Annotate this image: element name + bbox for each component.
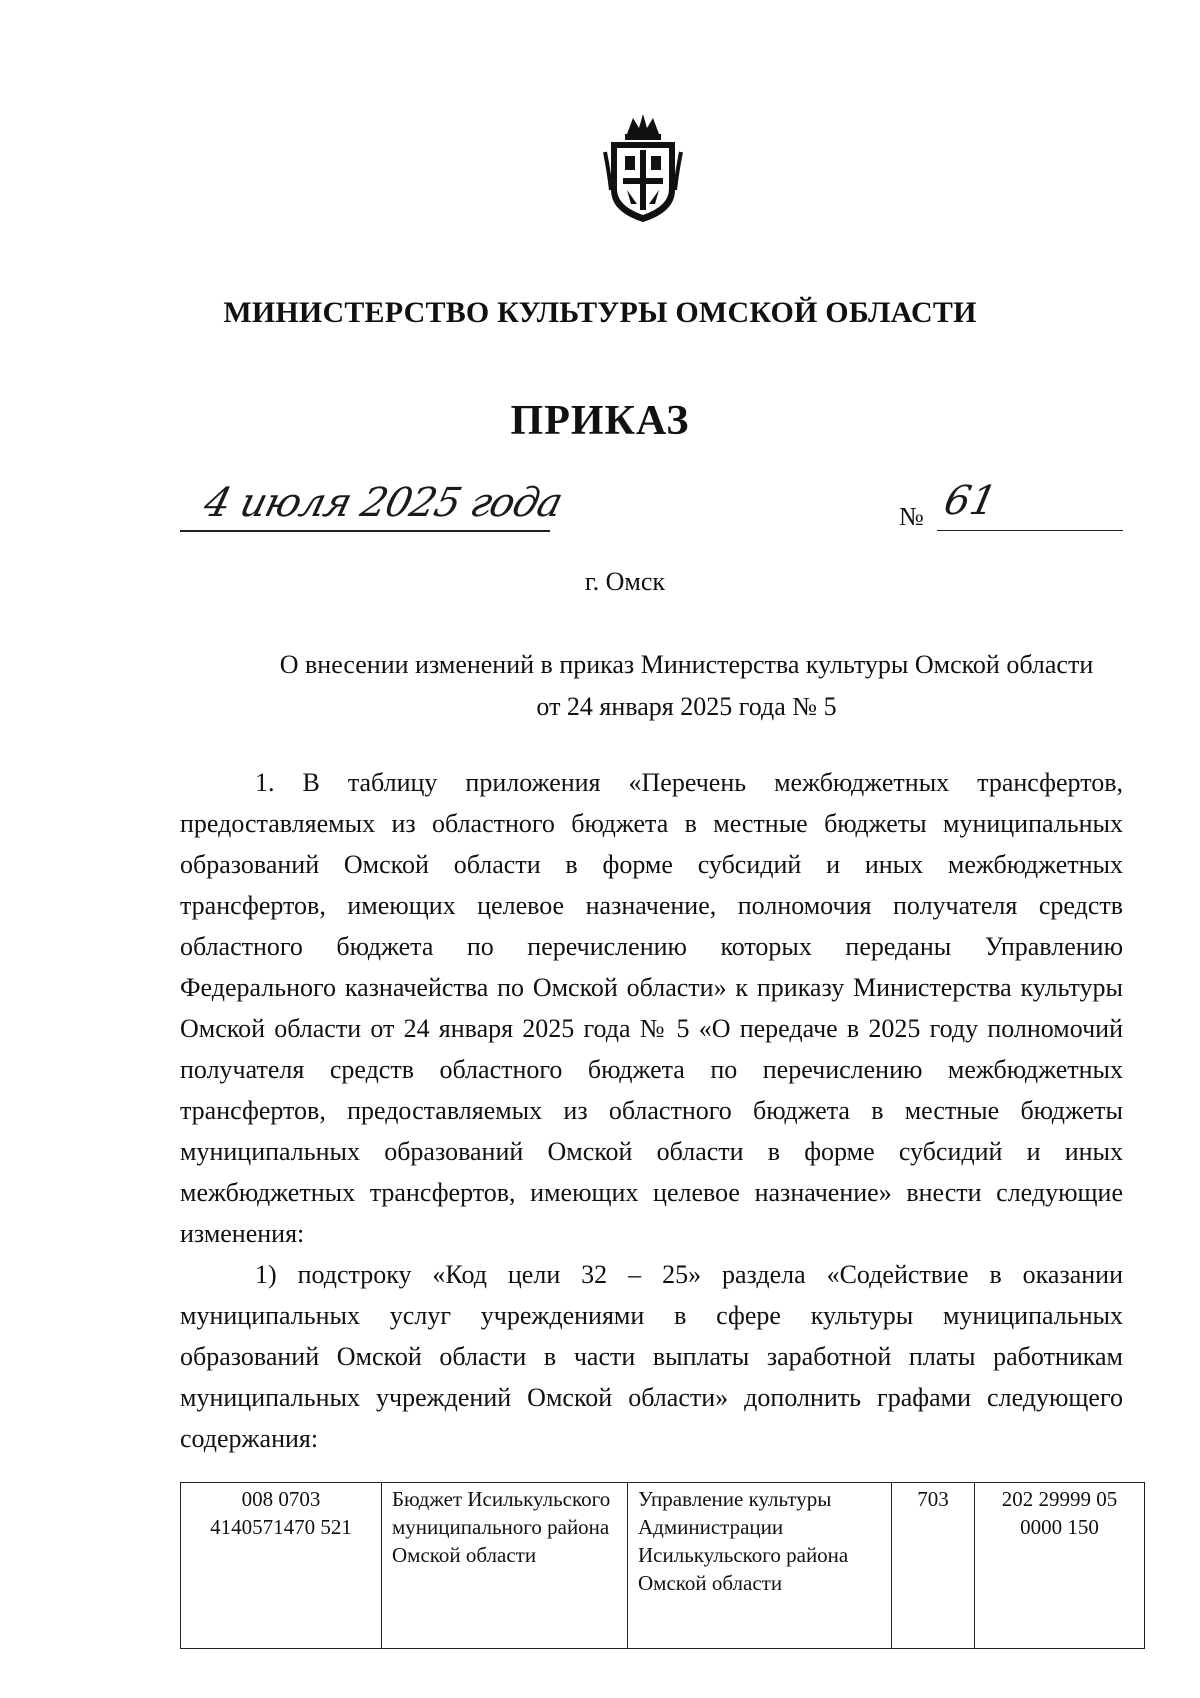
- paragraph-1: 1. В таблицу приложения «Перечень межбюджетных трансфертов, предоставляемых из областного бюджета в местные бюджеты муниципальных образований Омской области в форме субсидий и иных межбюджетных трансфертов, имеющих целевое назначение, полномочия получателя средств областного бюджета по перечислению которых переданы Управлению Федерального казначейства по Омской области» к приказу Министерства культуры Омской области от 24 января 2025 года № 5 «О передаче в 2025 году полномочий получателя средств областного бюджета по перечислению межбюджетных трансфертов, предоставляемых из областного бюджета в местные бюджеты муниципальных образований Омской области в форме субсидий и иных межбюджетных трансфертов, имеющих целевое назначение» внести следующие изменения:: [180, 768, 1123, 1248]
- paragraph-2: 1) подстроку «Код цели 32 – 25» раздела «Содействие в оказании муниципальных услуг учреждениями в сфере культуры муниципальных образований Омской области в части выплаты заработной платы работникам муниципальных учреждений Омской области» дополнить графами следующего содержания:: [180, 1260, 1123, 1453]
- document-type-title: ПРИКАЗ: [510, 398, 690, 444]
- handwritten-date: 4 июля 2025 года: [199, 480, 567, 526]
- ministry-title: МИНИСТЕРСТВО КУЛЬТУРЫ ОМСКОЙ ОБЛАСТИ: [223, 296, 977, 329]
- order-subject: [180, 644, 1123, 728]
- city: г. Омск: [584, 567, 666, 596]
- handwritten-number: 61: [940, 478, 1001, 524]
- table-cell-budget: Бюджет Исилькульского муниципального района Омской области: [382, 1483, 628, 1649]
- table-cell-recipient: Управление культуры Администрации Исилькульского района Омской области: [628, 1483, 892, 1649]
- table-row: [181, 1483, 1145, 1649]
- subject-line-2: от 24 января 2025 года № 5: [536, 692, 837, 721]
- date-underline: [180, 530, 550, 532]
- number-label: №: [899, 502, 924, 531]
- table-cell-admin: 703: [892, 1483, 975, 1649]
- subject-line-1: О внесении изменений в приказ Министерства культуры Омской области: [279, 650, 1094, 679]
- coat-of-arms-icon: [603, 112, 683, 224]
- number-underline: [937, 530, 1123, 531]
- amendment-table: [180, 1482, 1145, 1649]
- table-cell-kbk: 202 29999 05 0000 150: [975, 1483, 1145, 1649]
- order-body: [180, 762, 1123, 1459]
- table-cell-code: 008 0703 4140571470 521: [181, 1483, 382, 1649]
